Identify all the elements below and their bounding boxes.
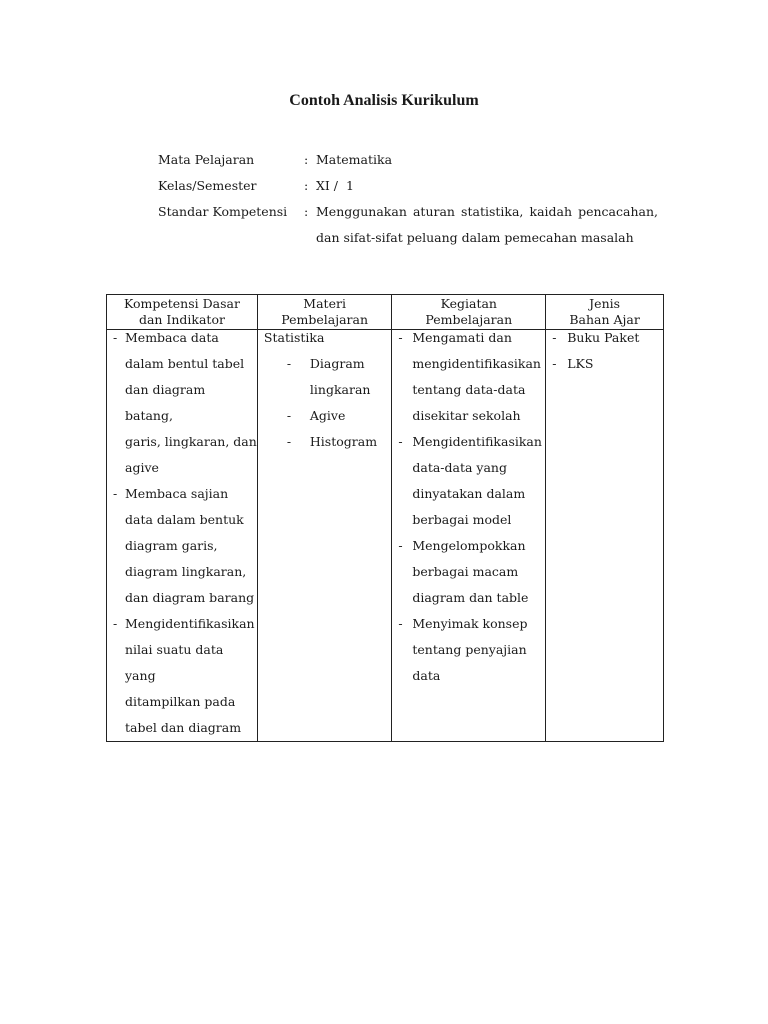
material-list <box>258 351 391 455</box>
colon: : <box>304 204 309 219</box>
class-value: XI / 1 <box>316 178 354 193</box>
item-text: Diagram <box>309 356 365 371</box>
item-text: garis, lingkaran, dan <box>125 434 257 449</box>
header-text: Bahan Ajar <box>569 312 640 327</box>
competency-list <box>107 325 257 741</box>
list-item <box>392 429 545 533</box>
item-text: data <box>412 668 441 683</box>
item-text: nilai suatu data yang <box>125 642 224 683</box>
dash: - <box>398 616 403 631</box>
dash: - <box>552 330 557 345</box>
material-heading: Statistika <box>263 330 325 345</box>
material-type-list <box>546 325 663 377</box>
dash: - <box>286 356 292 371</box>
item-text: diagram dan table <box>412 590 529 605</box>
dash: - <box>552 356 557 371</box>
item-text: disekitar sekolah <box>412 408 521 423</box>
colon: : <box>304 152 309 167</box>
dash: - <box>398 434 403 449</box>
item-text: Agive <box>309 408 346 423</box>
item-text: dan diagram batang, <box>125 382 206 423</box>
item-text: Mengidentifikasikan <box>412 434 542 449</box>
list-item <box>258 429 391 455</box>
item-text: data dalam bentuk <box>125 512 244 527</box>
info-row-standard <box>158 199 658 225</box>
material-cell <box>257 330 391 742</box>
item-text: dalam bentul tabel <box>125 356 245 371</box>
item-text: Mengidentifikasikan <box>125 616 255 631</box>
item-text: ditampilkan pada <box>125 694 236 709</box>
dash: - <box>286 434 292 449</box>
standard-value-line2: dan sifat-sifat peluang dalam pemecahan masalah <box>316 230 634 245</box>
item-text: Mengelompokkan <box>412 538 526 553</box>
header-text: Materi <box>303 296 346 311</box>
activity-list <box>392 325 545 689</box>
dash: - <box>113 330 118 345</box>
curriculum-info <box>158 147 658 251</box>
item-text: diagram garis, <box>125 538 218 553</box>
list-item <box>392 611 545 689</box>
table-row <box>107 330 664 742</box>
list-item <box>546 325 663 351</box>
list-item <box>392 325 545 429</box>
activity-cell <box>392 330 546 742</box>
header-text: Pembelajaran <box>281 312 369 327</box>
item-text: berbagai macam <box>412 564 519 579</box>
header-text: dan Indikator <box>138 312 225 327</box>
item-text: Membaca data <box>125 330 219 345</box>
material-type-cell <box>546 330 664 742</box>
item-text: dinyatakan dalam <box>412 486 526 501</box>
dash: - <box>398 330 403 345</box>
dash: - <box>398 538 403 553</box>
header-text: Jenis <box>589 296 621 311</box>
item-text: Buku Paket <box>567 330 640 345</box>
list-item <box>258 351 391 403</box>
standard-label: Standar Kompetensi <box>158 204 288 219</box>
item-text: LKS <box>567 356 594 371</box>
item-text: lingkaran <box>309 382 371 397</box>
item-text: dan diagram barang <box>125 590 255 605</box>
info-row-class <box>158 173 658 199</box>
item-text: data-data yang <box>412 460 507 475</box>
item-text: Histogram <box>309 434 378 449</box>
class-label: Kelas/Semester <box>158 178 257 193</box>
dash: - <box>113 486 118 501</box>
subject-label: Mata Pelajaran <box>158 152 255 167</box>
header-text: Pembelajaran <box>425 312 513 327</box>
list-item <box>546 351 663 377</box>
item-text: Mengamati dan <box>412 330 512 345</box>
subject-value: Matematika <box>316 152 393 167</box>
standard-value-line1: Menggunakan aturan statistika, kaidah pencacahan, <box>316 204 658 219</box>
item-text: tentang data-data <box>412 382 526 397</box>
item-text: Menyimak konsep <box>412 616 528 631</box>
competency-cell <box>107 330 258 742</box>
curriculum-analysis-table <box>106 294 664 742</box>
document-title: Contoh Analisis Kurikulum <box>289 92 479 109</box>
list-item <box>107 481 257 611</box>
header-text: Kompetensi Dasar <box>123 296 240 311</box>
list-item <box>107 611 257 741</box>
list-item <box>258 403 391 429</box>
item-text: agive <box>125 460 159 475</box>
colon: : <box>304 178 309 193</box>
header-text: Kegiatan <box>440 296 497 311</box>
item-text: berbagai model <box>412 512 512 527</box>
item-text: tabel dan diagram <box>125 720 242 735</box>
list-item <box>392 533 545 611</box>
info-row-subject <box>158 147 658 173</box>
item-text: mengidentifikasikan <box>412 356 541 371</box>
dash: - <box>286 408 292 423</box>
item-text: diagram lingkaran, <box>125 564 247 579</box>
dash: - <box>113 616 118 631</box>
item-text: Membaca sajian <box>125 486 229 501</box>
item-text: tentang penyajian <box>412 642 527 657</box>
list-item <box>107 325 257 481</box>
